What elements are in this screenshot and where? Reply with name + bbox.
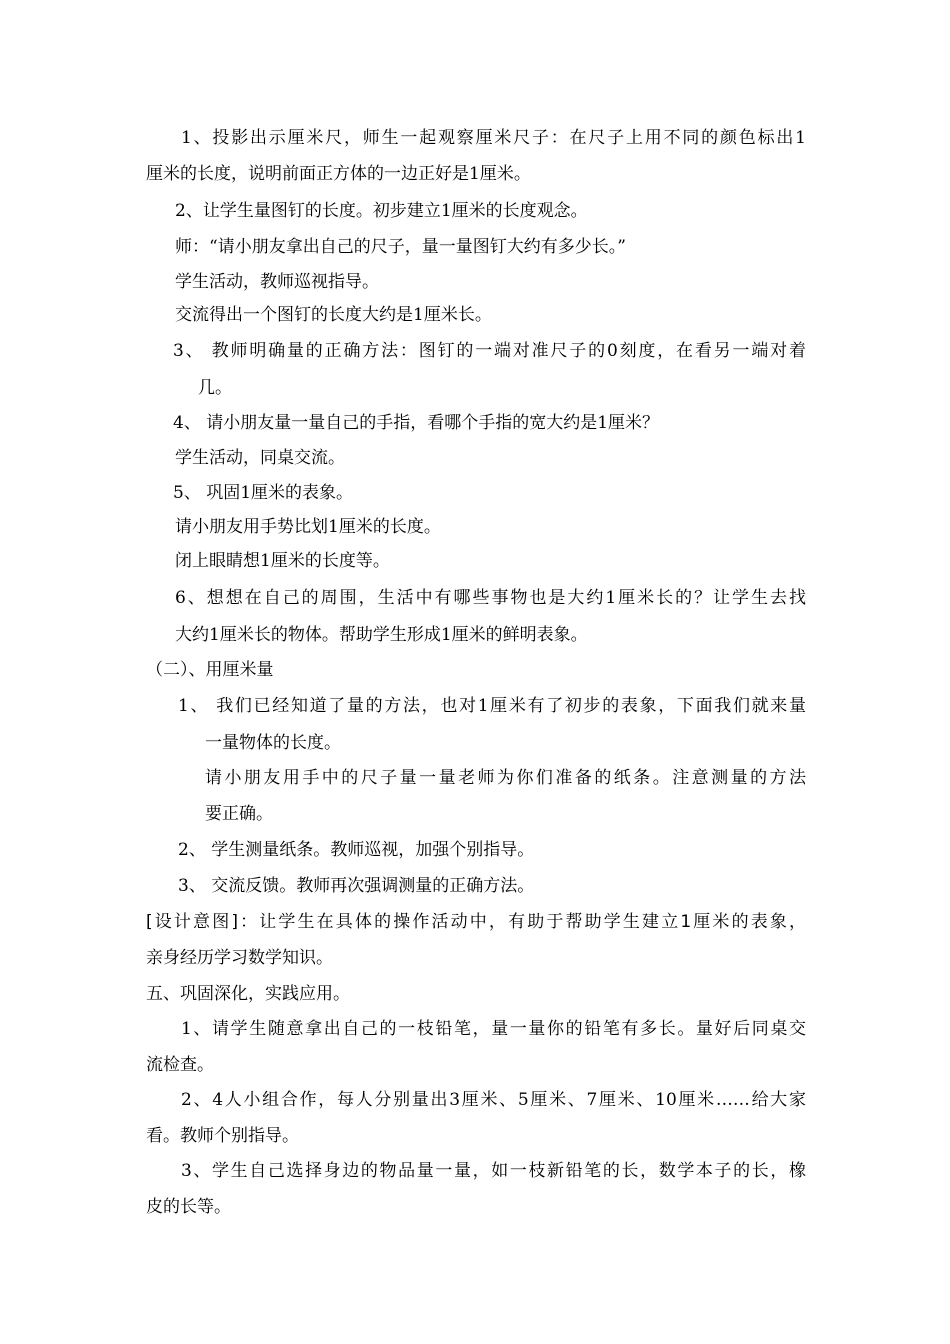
paragraph-line: 5、 巩固1厘米的表象。: [173, 483, 354, 503]
paragraph-line: 闭上眼睛想1厘米的长度等。: [175, 551, 390, 571]
design-intent-line: 亲身经历学习数学知识。: [146, 948, 333, 968]
paragraph-line: 要正确。: [205, 804, 273, 824]
section-heading: 五、巩固深化，实践应用。: [146, 984, 350, 1004]
paragraph-line: 3、 交流反馈。教师再次强调测量的正确方法。: [178, 876, 535, 896]
paragraph-line: 3、 教师明确量的正确方法：图钉的一端对准尺子的0刻度，在看另一端对着: [173, 341, 806, 361]
paragraph-line: 学生活动，同桌交流。: [175, 448, 345, 468]
paragraph-line: 皮的长等。: [146, 1197, 231, 1217]
paragraph-line: 2、 学生测量纸条。教师巡视，加强个别指导。: [178, 840, 535, 860]
section-heading: （二）、用厘米量: [146, 660, 274, 680]
paragraph-line: 厘米的长度，说明前面正方体的一边正好是1厘米。: [146, 164, 531, 184]
paragraph-line: 2、让学生量图钉的长度。初步建立1厘米的长度观念。: [175, 201, 588, 221]
paragraph-line: 请小朋友用手势比划1厘米的长度。: [175, 517, 441, 537]
paragraph-line: 1、投影出示厘米尺，师生一起观察厘米尺子：在尺子上用不同的颜色标出1: [181, 128, 806, 148]
paragraph-line: 流检查。: [146, 1055, 214, 1075]
paragraph-line: 几。: [198, 378, 232, 398]
paragraph-line: 6、想想在自己的周围，生活中有哪些事物也是大约1厘米长的？让学生去找: [175, 588, 806, 608]
paragraph-line: 4、 请小朋友量一量自己的手指，看哪个手指的宽大约是1厘米？: [173, 413, 660, 433]
paragraph-line: 学生活动，教师巡视指导。: [175, 272, 379, 292]
design-intent-line: [设计意图]：让学生在具体的操作活动中，有助于帮助学生建立1厘米的表象，: [146, 912, 806, 932]
paragraph-line: 师：“请小朋友拿出自己的尺子，量一量图钉大约有多少长。”: [175, 237, 626, 257]
paragraph-line: 请小朋友用手中的尺子量一量老师为你们准备的纸条。注意测量的方法: [205, 768, 806, 788]
paragraph-line: 1、 我们已经知道了量的方法，也对1厘米有了初步的表象，下面我们就来量: [178, 696, 806, 716]
paragraph-line: 2、4人小组合作，每人分别量出3厘米、5厘米、7厘米、10厘米……给大家: [181, 1090, 806, 1110]
paragraph-line: 看。教师个别指导。: [146, 1126, 299, 1146]
paragraph-line: 1、请学生随意拿出自己的一枝铅笔，量一量你的铅笔有多长。量好后同桌交: [181, 1019, 806, 1039]
paragraph-line: 大约1厘米长的物体。帮助学生形成1厘米的鲜明表象。: [175, 625, 588, 645]
paragraph-line: 3、学生自己选择身边的物品量一量，如一枝新铅笔的长，数学本子的长，橡: [181, 1161, 806, 1181]
paragraph-line: 一量物体的长度。: [205, 733, 341, 753]
paragraph-line: 交流得出一个图钉的长度大约是1厘米长。: [175, 305, 492, 325]
